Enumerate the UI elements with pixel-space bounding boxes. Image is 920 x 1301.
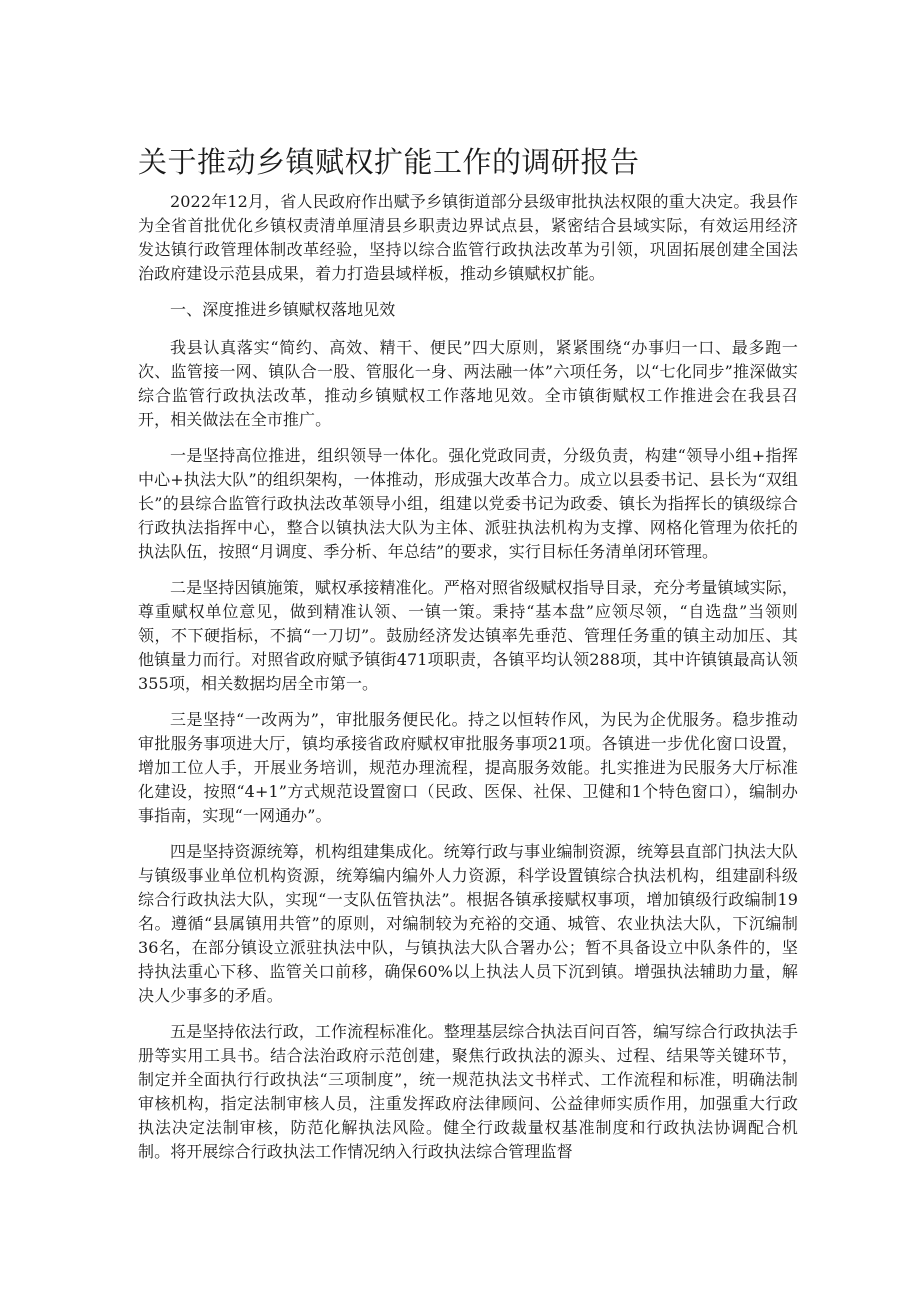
paragraph-point-1: 一是坚持高位推进，组织领导一体化。强化党政同责，分级负责，构建“领导小组+指挥中心+执法大队”的组织架构，一体推动，形成强大改革合力。成立以县委书记、县长为“双组长”的县综合监管行政执法改革领导小组，组建以党委书记为政委、镇长为指挥长的镇级综合行政执法指挥中心，整合以镇执法大队为主体、派驻执法机构为支撑、网格化管理为依托的执法队伍，按照“月调度、季分析、年总结”的要求，实行目标任务清单闭环管理。 <box>138 446 798 561</box>
document-page <box>138 142 798 1176</box>
document-title: 关于推动乡镇赋权扩能工作的调研报告 <box>138 145 640 179</box>
section-heading-1: 一、深度推进乡镇赋权落地见效 <box>170 300 396 319</box>
paragraph-point-2: 二是坚持因镇施策，赋权承接精准化。严格对照省级赋权指导目录，充分考量镇域实际，尊重赋权单位意见，做到精准认领、一镇一策。秉持“基本盘”应领尽领，“自选盘”当领则领，不下硬指标，不搞“一刀切”。鼓励经济发达镇率先垂范、管理任务重的镇主动加压、其他镇量力而行。对照省政府赋予镇街471项职责，各镇平均认领288项，其中许镇镇最高认领355项，相关数据均居全市第一。 <box>138 578 798 693</box>
paragraph-point-3: 三是坚持“一改两为”，审批服务便民化。持之以恒转作风，为民为企优服务。稳步推动审批服务事项进大厅，镇均承接省政府赋权审批服务事项21项。各镇进一步优化窗口设置，增加工位人手，开展业务培训，规范办理流程，提高服务效能。扎实推进为民服务大厅标准化建设，按照“4+1”方式规范设置窗口（民政、医保、社保、卫健和1个特色窗口），编制办事指南，实现“一网通办”。 <box>138 710 798 825</box>
paragraph-point-4: 四是坚持资源统筹，机构组建集成化。统筹行政与事业编制资源，统筹县直部门执法大队与镇级事业单位机构资源，统筹编内编外人力资源，科学设置镇综合执法机构，组建副科级综合行政执法大队，实现“一支队伍管执法”。根据各镇承接赋权事项，增加镇级行政编制19名。遵循“县属镇用共管”的原则，对编制较为充裕的交通、城管、农业执法大队，下沉编制36名，在部分镇设立派驻执法中队，与镇执法大队合署办公；暂不具备设立中队条件的，坚持执法重心下移、监管关口前移，确保60%以上执法人员下沉到镇。增强执法辅助力量，解决人少事多的矛盾。 <box>138 842 798 1005</box>
paragraph-section-1-overview: 我县认真落实“简约、高效、精干、便民”四大原则，紧紧围绕“办事归一口、最多跑一次、监管接一网、镇队合一股、管服化一身、两法融一体”六项任务，以“七化同步”推深做实综合监管行政执法改革，推动乡镇赋权工作落地见效。全市镇街赋权工作推进会在我县召开，相关做法在全市推广。 <box>138 338 798 429</box>
paragraph-point-5: 五是坚持依法行政，工作流程标准化。整理基层综合执法百问百答，编写综合行政执法手册等实用工具书。结合法治政府示范创建，聚焦行政执法的源头、过程、结果等关键环节，制定并全面执行行政执法“三项制度”，统一规范执法文书样式、工作流程和标准，明确法制审核机构，指定法制审核人员，注重发挥政府法律顾问、公益律师实质作用，加强重大行政执法决定法制审核，防范化解执法风险。健全行政裁量权基准制度和行政执法协调配合机制。将开展综合行政执法工作情况纳入行政执法综合管理监督 <box>138 1022 798 1161</box>
paragraph-intro: 2022年12月，省人民政府作出赋予乡镇街道部分县级审批执法权限的重大决定。我县作为全省首批优化乡镇权责清单厘清县乡职责边界试点县，紧密结合县域实际，有效运用经济发达镇行政管理体制改革经验，坚持以综合监管行政执法改革为引领，巩固拓展创建全国法治政府建设示范县成果，着力打造县域样板，推动乡镇赋权扩能。 <box>138 192 798 283</box>
